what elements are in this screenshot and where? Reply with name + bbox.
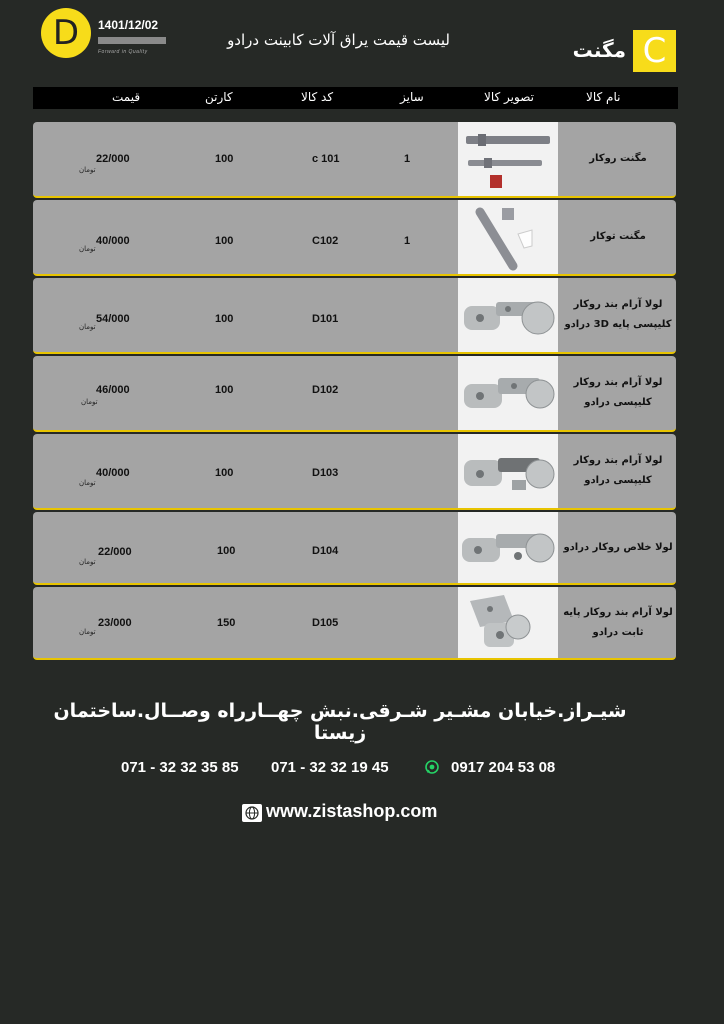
- brand-logo: D: [41, 8, 91, 58]
- product-name: لولا خلاص روکار درادو: [563, 541, 673, 553]
- brand-logo-bar: [98, 37, 166, 44]
- product-name: لولا آرام بند روکار کلیپسی درادو: [573, 377, 663, 408]
- carton-value: 100: [215, 153, 234, 165]
- carton-value: 100: [215, 384, 234, 396]
- table-header: [33, 87, 678, 109]
- website-link[interactable]: www.zistashop.com: [266, 801, 438, 821]
- product-image-hinge: [458, 356, 558, 430]
- column-header-size: سایز: [400, 90, 424, 104]
- column-header-code: کد کالا: [301, 90, 334, 104]
- currency-label: تومان: [79, 245, 96, 253]
- hinge-image: [458, 512, 558, 583]
- carton-value: 100: [215, 235, 234, 247]
- magnet-inset-image: [458, 200, 558, 274]
- column-header-image: تصویر کالا: [484, 90, 534, 104]
- currency-label: تومان: [79, 166, 96, 174]
- hinge-image: [458, 278, 558, 352]
- currency-label: تومان: [79, 323, 96, 331]
- hinge-fixed-image: [458, 587, 558, 658]
- product-code: D102: [312, 384, 339, 396]
- store-address: شیـراز.خیابان مشـیر شـرقی.نبش چهــارراه وصــال.ساختمان زیستا: [53, 700, 627, 744]
- table-row: [33, 434, 676, 510]
- product-code: D101: [312, 313, 339, 325]
- hinge-image: [458, 434, 558, 508]
- category-badge: C: [633, 30, 676, 72]
- table-row: [33, 200, 676, 276]
- price-value: 46/000: [96, 384, 130, 396]
- product-code: D103: [312, 467, 339, 479]
- product-name: مگنت روکار: [589, 153, 647, 164]
- product-image-magnet-surface: [458, 122, 558, 196]
- mobile-number: 0917 204 53 08: [451, 759, 556, 776]
- currency-label: تومان: [79, 479, 96, 487]
- table-row: [33, 512, 676, 585]
- carton-value: 150: [217, 617, 236, 629]
- table-row: [33, 587, 676, 660]
- product-name: مگنت توکار: [590, 231, 646, 242]
- price-value: 23/000: [98, 617, 132, 629]
- product-image-hinge: [458, 512, 558, 583]
- product-image-hinge: [458, 278, 558, 352]
- price-value: 54/000: [96, 313, 130, 325]
- carton-value: 100: [217, 545, 236, 557]
- hinge-image: [458, 356, 558, 430]
- globe-icon: [242, 804, 262, 822]
- product-name: لولا آرام بند روکار کلیپسی پایه 3D درادو: [564, 299, 672, 330]
- product-name: لولا آرام بند روکار کلیپسی درادو: [573, 455, 663, 486]
- product-image-magnet-inset: [458, 200, 558, 274]
- magnet-surface-image: [458, 122, 558, 196]
- product-code: D104: [312, 545, 339, 557]
- product-image-hinge-fixed: [458, 587, 558, 658]
- page-title: لیست قیمت یراق آلات کابینت درادو: [227, 31, 450, 49]
- phone-number-2: 071 - 32 32 19 45: [271, 759, 389, 776]
- category-title: مگنت: [572, 38, 626, 62]
- price-list-date: 1401/12/02: [98, 18, 159, 32]
- table-row: [33, 278, 676, 354]
- column-header-carton: کارتن: [205, 90, 233, 104]
- product-code: C102: [312, 235, 339, 247]
- column-header-price: قیمت: [112, 90, 141, 104]
- size-value: 1: [404, 153, 411, 165]
- currency-label: تومان: [81, 398, 98, 406]
- product-name: لولا آرام بند روکار پایه ثابت درادو: [563, 606, 673, 638]
- price-value: 22/000: [96, 153, 130, 165]
- product-image-hinge: [458, 434, 558, 508]
- currency-label: تومان: [79, 628, 96, 636]
- price-value: 22/000: [98, 546, 132, 558]
- price-value: 40/000: [96, 467, 130, 479]
- size-value: 1: [404, 235, 411, 247]
- price-value: 40/000: [96, 235, 130, 247]
- whatsapp-icon: [425, 760, 439, 774]
- column-header-name: نام کالا: [586, 90, 621, 104]
- carton-value: 100: [215, 467, 234, 479]
- product-code: D105: [312, 617, 339, 629]
- product-code: c 101: [312, 153, 340, 165]
- currency-label: تومان: [79, 558, 96, 566]
- table-row: [33, 122, 676, 198]
- carton-value: 100: [215, 313, 234, 325]
- phone-number-1: 071 - 32 32 35 85: [121, 759, 239, 776]
- table-row: [33, 356, 676, 432]
- brand-tagline: Forward in Quality: [98, 49, 148, 55]
